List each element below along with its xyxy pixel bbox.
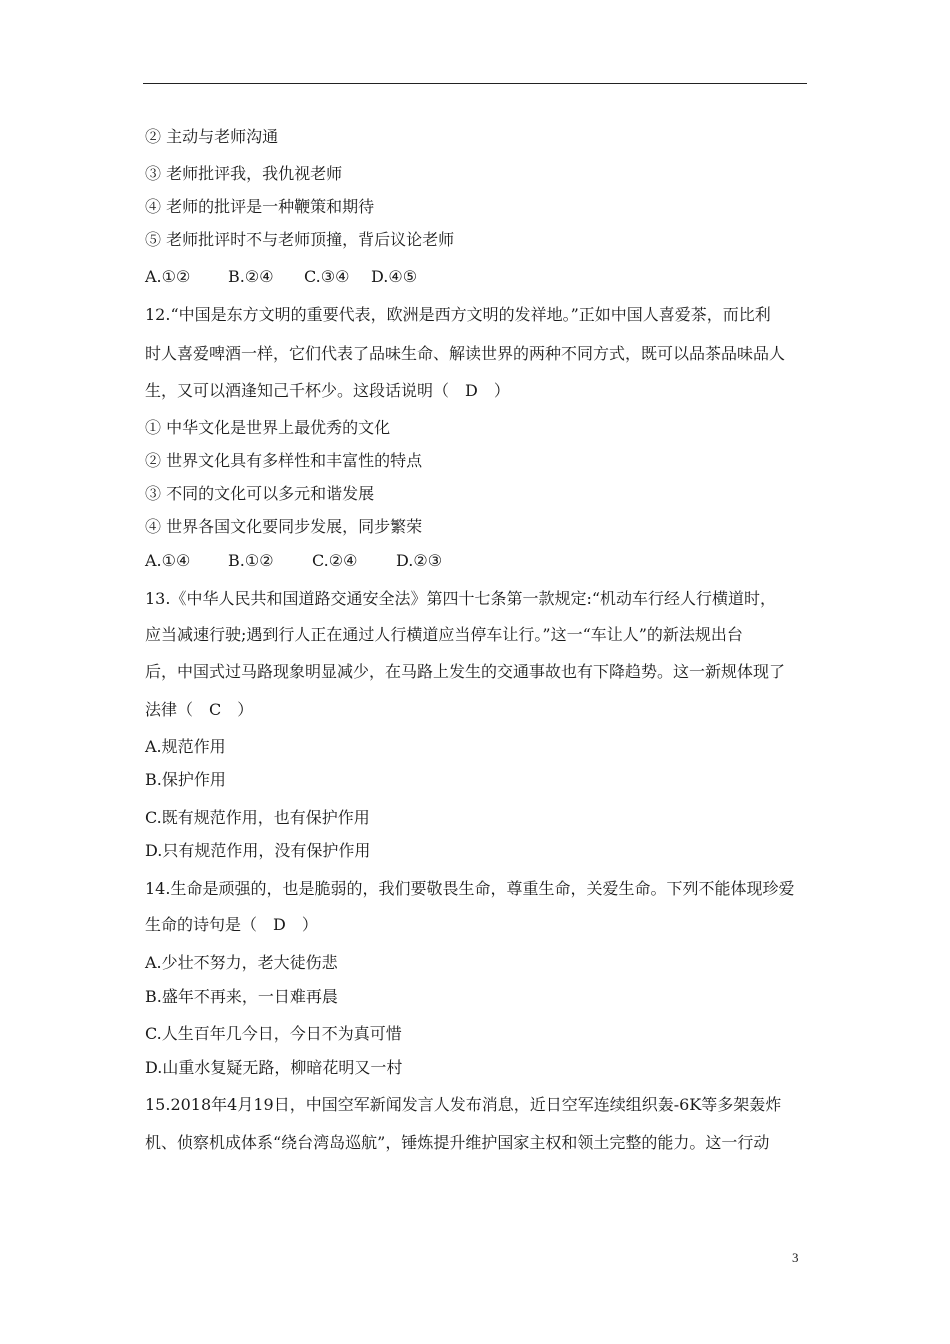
q14-option-b: B.盛年不再来，一日难再晨 [145,987,338,1006]
q13-line-1: 13.《中华人民共和国道路交通安全法》第四十七条第一款规定:“机动车行经人行横道时， [145,589,777,608]
choice-c: C.②④ [312,551,358,570]
q14-line-1: 14.生命是顽强的，也是脆弱的，我们要敬畏生命，尊重生命，关爱生命。下列不能体现珍爱 [145,879,795,898]
q13-line-4: 法律（ C ） [145,700,254,719]
header-rule [143,83,807,84]
prev-option-3: ③ 老师批评我，我仇视老师 [145,164,343,183]
choice-c: C.③④ [304,267,350,286]
choice-d: D.②③ [396,551,443,570]
q15-line-2: 机、侦察机成体系“绕台湾岛巡航”，锤炼提升维护国家主权和领土完整的能力。这一行动 [145,1133,770,1152]
q13-option-a: A.规范作用 [145,737,226,756]
choice-b: B.①② [228,551,274,570]
choice-d: D.④⑤ [371,267,418,286]
q12-line-1: 12.“中国是东方文明的重要代表，欧洲是西方文明的发祥地。”正如中国人喜爱茶，而比利 [145,305,771,324]
q12-option-4: ④ 世界各国文化要同步发展，同步繁荣 [145,517,423,536]
q12-line-3: 生，又可以酒逢知己千杯少。这段话说明（ D ） [145,381,510,400]
q14-option-d: D.山重水复疑无路，柳暗花明又一村 [145,1058,403,1077]
q13-option-b: B.保护作用 [145,770,226,789]
choice-a: A.①④ [145,551,191,570]
q12-option-2: ② 世界文化具有多样性和丰富性的特点 [145,451,423,470]
prev-option-4: ④ 老师的批评是一种鞭策和期待 [145,197,375,216]
q12-option-1: ① 中华文化是世界上最优秀的文化 [145,418,391,437]
choice-a: A.①② [145,267,191,286]
q15-line-1: 15.2018年4月19日，中国空军新闻发言人发布消息，近日空军连续组织轰-6K等多架轰炸 [145,1095,782,1114]
page-number: 3 [792,1250,799,1265]
q13-line-3: 后，中国式过马路现象明显减少，在马路上发生的交通事故也有下降趋势。这一新规体现了 [145,662,786,681]
q14-option-c: C.人生百年几今日，今日不为真可惜 [145,1024,402,1043]
q12-line-2: 时人喜爱啤酒一样，它们代表了品味生命、解读世界的两种不同方式，既可以品茶品味品人 [145,344,786,363]
q13-option-d: D.只有规范作用，没有保护作用 [145,841,371,860]
prev-option-5: ⑤ 老师批评时不与老师顶撞，背后议论老师 [145,230,455,249]
q12-choices [145,551,442,571]
choice-b: B.②④ [228,267,274,286]
q14-option-a: A.少壮不努力，老大徒伤悲 [145,953,338,972]
q12-option-3: ③ 不同的文化可以多元和谐发展 [145,484,375,503]
q13-line-2: 应当减速行驶;遇到行人正在通过人行横道应当停车让行。”这一“车让人”的新法规出台 [145,625,743,644]
q14-line-2: 生命的诗句是（ D ） [145,915,318,934]
prev-choices [145,267,417,287]
q13-option-c: C.既有规范作用，也有保护作用 [145,808,370,827]
prev-option-2: ② 主动与老师沟通 [145,127,279,146]
